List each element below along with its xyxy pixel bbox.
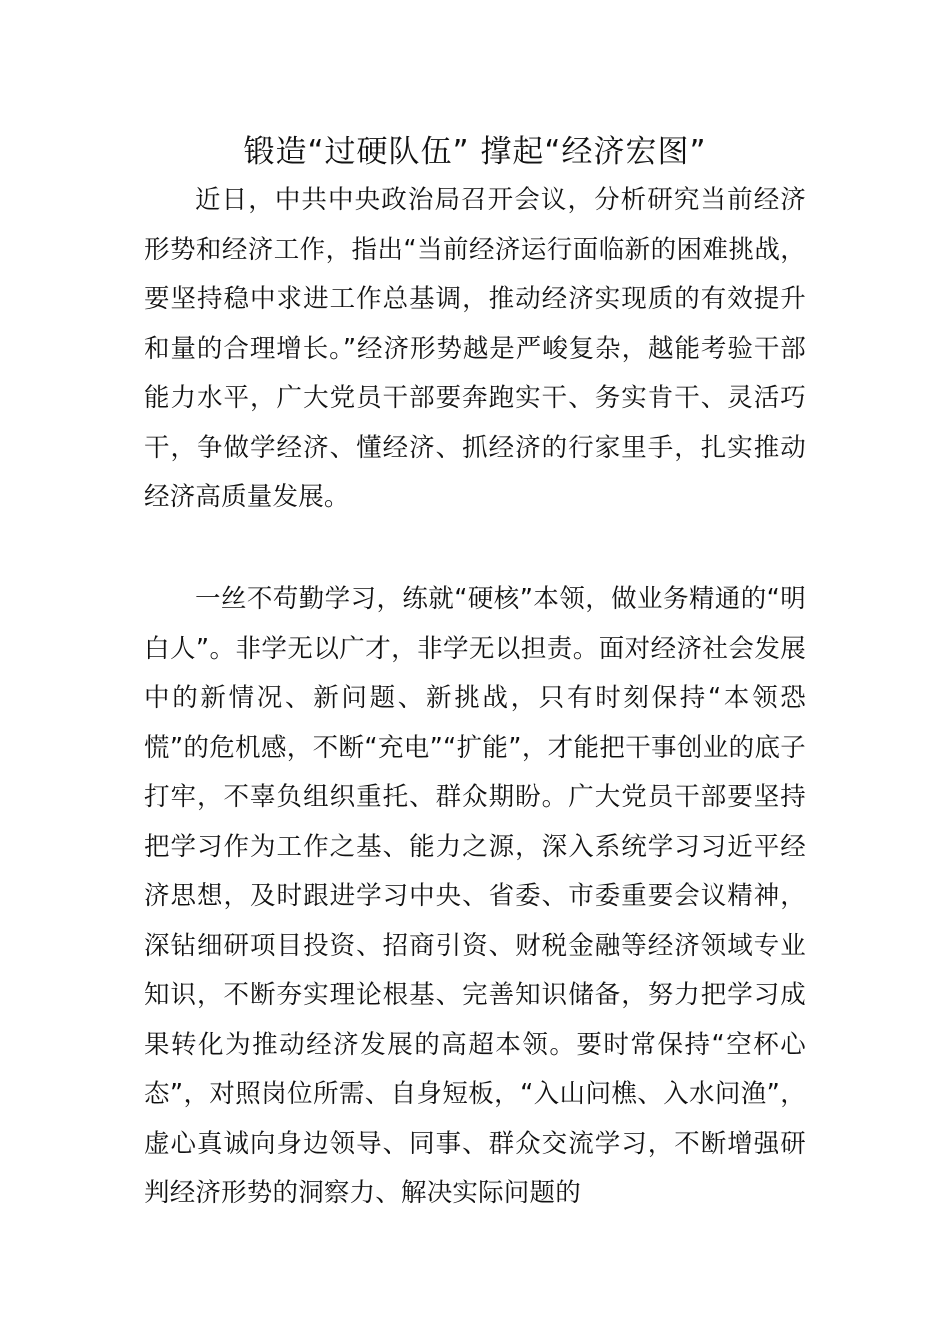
document-title: 锻造“过硬队伍” 撑起“经济宏图” xyxy=(243,134,707,170)
paragraph-study: 一丝不苟勤学习，练就“硬核”本领，做业务精通的“明白人”。非学无以广才，非学无以担责。面对经济社会发展中的新情况、新问题、新挑战，只有时刻保持“本领恐慌”的危机感，不断“充电”“扩能”，才能把干事创业的底子打牢，不辜负组织重托、群众期盼。广大党员干部要坚持把学习作为工作之基、能力之源，深入系统学习习近平经济思想，及时跟进学习中央、省委、市委重要会议精神，深钻细研项目投资、招商引资、财税金融等经济领域专业知识，不断夯实理论根基、完善知识储备，努力把学习成果转化为推动经济发展的高超本领。要时常保持“空杯心态”，对照岗位所需、自身短板，“入山问樵、入水问渔”，虚心真诚向身边领导、同事、群众交流学习，不断增强研判经济形势的洞察力、解决实际问题的 xyxy=(144,584,806,1208)
paragraph-intro: 近日，中共中央政治局召开会议，分析研究当前经济形势和经济工作，指出“当前经济运行面临新的困难挑战，要坚持稳中求进工作总基调，推动经济实现质的有效提升和量的合理增长。”经济形势越是严峻复杂，越能考验干部能力水平，广大党员干部要奔跑实干、务实肯干、灵活巧干，争做学经济、懂经济、抓经济的行家里手，扎实推动经济高质量发展。 xyxy=(144,185,806,512)
